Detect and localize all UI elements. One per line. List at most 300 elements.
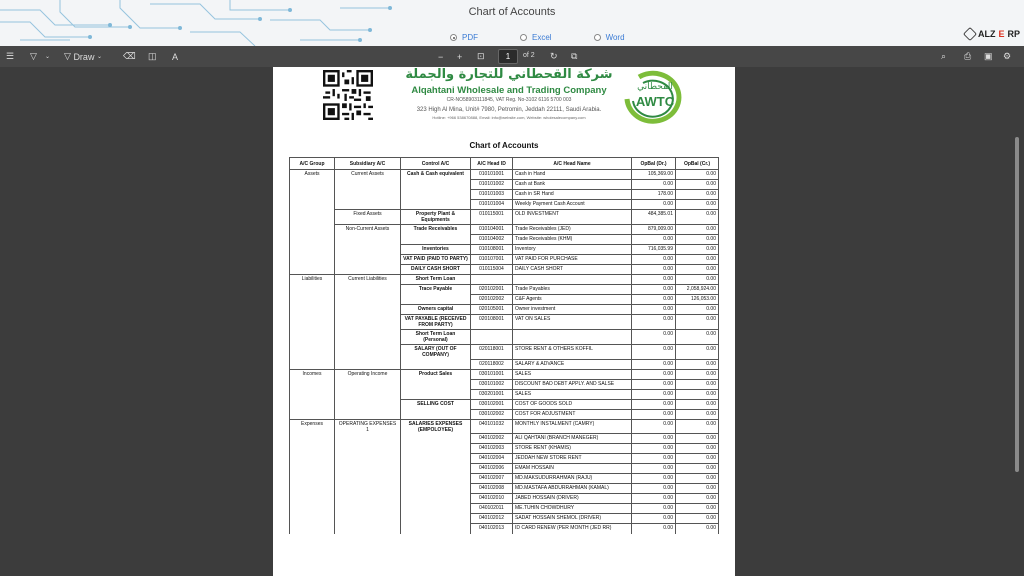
table-cell (401, 379, 471, 389)
table-row (290, 265, 719, 275)
table-cell: 040102006 (471, 464, 513, 474)
table-cell (290, 484, 335, 494)
table-cell (401, 389, 471, 399)
table-cell (401, 514, 471, 524)
table-cell: ME.TUHIN CHOWDHURY (513, 504, 632, 514)
table-cell: MONTHLY INSTALMENT (CAMRY) (513, 419, 632, 434)
table-cell: 010101001 (471, 170, 513, 180)
table-row (290, 474, 719, 484)
table-cell (401, 474, 471, 484)
table-cell (290, 444, 335, 454)
table-cell (335, 434, 401, 444)
table-cell: 0.00 (676, 345, 719, 360)
table-cell (290, 379, 335, 389)
table-row (290, 345, 719, 360)
print-icon[interactable]: ⎙ (964, 51, 972, 61)
table-cell: Owners capital (401, 305, 471, 315)
table-cell (335, 345, 401, 360)
table-row (290, 285, 719, 295)
table-cell: 0.00 (632, 514, 676, 524)
save-icon[interactable]: ▣ (984, 51, 993, 61)
table-cell: 0.00 (676, 180, 719, 190)
table-cell: 010101004 (471, 200, 513, 210)
table-cell: 0.00 (676, 444, 719, 454)
table-cell: Trade Receivables (401, 225, 471, 235)
table-row (290, 454, 719, 464)
table-cell: Trade Receivables (KHM) (513, 235, 632, 245)
table-cell: 010107001 (471, 255, 513, 265)
table-cell (335, 245, 401, 255)
table-cell: MD.MASTAFA ABDURRAHMAN (KAMAL) (513, 484, 632, 494)
table-cell (335, 200, 401, 210)
table-cell: 030201001 (471, 389, 513, 399)
table-cell: 0.00 (676, 514, 719, 524)
table-cell: DAILY CASH SHORT (513, 265, 632, 275)
table-cell (335, 379, 401, 389)
table-cell: 0.00 (676, 419, 719, 434)
radio-selected-icon[interactable] (450, 34, 457, 41)
format-word-option[interactable]: Word (594, 33, 625, 42)
table-cell: 0.00 (676, 369, 719, 379)
table-cell: C&F Agents (513, 295, 632, 305)
brand-logo: ALZ E RP (965, 29, 1020, 39)
table-cell (335, 454, 401, 464)
table-cell: Assets (290, 170, 335, 180)
table-cell (290, 255, 335, 265)
table-row (290, 200, 719, 210)
table-row (290, 514, 719, 524)
company-name: Alqahtani Wholesale and Trading Company (411, 85, 607, 96)
chevron-down-icon: ⌄ (96, 54, 102, 60)
table-cell (335, 464, 401, 474)
text-icon[interactable]: A (172, 51, 179, 62)
table-cell: DAILY CASH SHORT (401, 265, 471, 275)
table-cell: 716,035.99 (632, 245, 676, 255)
table-cell: JABED HOSSAIN (DRIVER) (513, 494, 632, 504)
table-row (290, 434, 719, 444)
table-cell (290, 345, 335, 360)
table-cell: 0.00 (676, 359, 719, 369)
table-cell (290, 200, 335, 210)
table-cell (335, 255, 401, 265)
table-cell: 879,009.00 (632, 225, 676, 235)
company-contact: Hotline: +966 538670888, Email: info@website.com, Website: wholesalecompany.com (432, 115, 586, 120)
column-header: A/C Head Name (513, 158, 632, 170)
table-cell (401, 235, 471, 245)
table-row (290, 379, 719, 389)
table-cell: Non-Current Assets (335, 225, 401, 235)
table-cell: SALES (513, 369, 632, 379)
table-row (290, 389, 719, 399)
table-cell (513, 275, 632, 285)
table-cell: OLD INVESTMENT (513, 210, 632, 225)
rotate-icon[interactable]: ↻ (550, 51, 558, 61)
table-cell (335, 285, 401, 295)
table-cell: 030101001 (471, 369, 513, 379)
table-cell: Current Assets (335, 170, 401, 180)
table-cell (401, 454, 471, 464)
table-cell: COST OF GOODS SOLD (513, 399, 632, 409)
table-cell: 0.00 (676, 265, 719, 275)
table-cell: 040102013 (471, 524, 513, 534)
table-cell (335, 180, 401, 190)
table-cell: 0.00 (676, 409, 719, 419)
table-cell: 010108001 (471, 245, 513, 255)
table-cell: Trace Payable (401, 285, 471, 295)
table-cell (290, 389, 335, 399)
table-cell: Cash at Bank (513, 180, 632, 190)
registration-line: CR-NO58903111845, VAT Reg. No-3102 6116 5700 003 (446, 97, 572, 103)
table-cell: 0.00 (632, 444, 676, 454)
export-format-group (450, 33, 625, 42)
table-cell: VAT PAID (PAID TO PARTY) (401, 255, 471, 265)
table-cell (290, 295, 335, 305)
format-excel-option[interactable]: Excel (520, 33, 552, 42)
column-header: A/C Head ID (471, 158, 513, 170)
table-cell: 040102008 (471, 484, 513, 494)
table-cell (290, 180, 335, 190)
table-cell: 0.00 (632, 180, 676, 190)
table-cell: 020118001 (471, 345, 513, 360)
page-layout-icon[interactable]: ⧉ (571, 51, 578, 61)
table-row (290, 444, 719, 454)
table-row (290, 210, 719, 225)
table-cell: 0.00 (676, 494, 719, 504)
table-cell (290, 315, 335, 330)
table-cell (401, 190, 471, 200)
table-cell: SALARY (OUT OF COMPANY) (401, 345, 471, 360)
zoom-out-icon[interactable]: − (438, 51, 444, 62)
table-cell: SALES (513, 389, 632, 399)
table-cell: Expenses (290, 419, 335, 434)
table-cell (401, 359, 471, 369)
table-cell: Property Plant & Equipments (401, 210, 471, 225)
table-cell: SELLING COST (401, 399, 471, 409)
pdf-toolbar (0, 46, 1024, 67)
table-cell (401, 180, 471, 190)
table-cell: 484,385.01 (632, 210, 676, 225)
table-cell: 0.00 (632, 409, 676, 419)
table-cell: MD.MAKSUDURRAHMAN (RAJU) (513, 474, 632, 484)
table-cell: 0.00 (632, 419, 676, 434)
radio-icon[interactable] (520, 34, 527, 41)
table-cell (290, 190, 335, 200)
table-cell (335, 359, 401, 369)
table-cell: 010115001 (471, 210, 513, 225)
fit-page-icon[interactable]: ⊡ (477, 51, 485, 61)
table-cell: Cash in Hand (513, 170, 632, 180)
table-cell (290, 494, 335, 504)
table-cell: 0.00 (676, 170, 719, 180)
table-cell: 0.00 (632, 265, 676, 275)
table-row (290, 419, 719, 434)
table-cell (335, 265, 401, 275)
radio-icon[interactable] (594, 34, 601, 41)
table-cell: Short Term Loan (Personal) (401, 330, 471, 345)
company-logo (619, 69, 685, 124)
table-row (290, 484, 719, 494)
table-row (290, 225, 719, 235)
table-cell (401, 464, 471, 474)
table-cell (401, 295, 471, 305)
table-cell: DISCOUNT BAD DEBT APPLY. AND SALSE (513, 379, 632, 389)
table-cell (335, 494, 401, 504)
zoom-in-icon[interactable]: + (457, 51, 463, 62)
table-cell: 126,053.00 (676, 295, 719, 305)
table-cell: Liabilities (290, 275, 335, 285)
table-cell: 0.00 (632, 275, 676, 285)
table-cell: 0.00 (676, 454, 719, 464)
format-pdf-option[interactable]: PDF (450, 33, 478, 42)
table-cell: JEDDAH NEW STORE RENT (513, 454, 632, 464)
table-cell: 040102004 (471, 454, 513, 464)
table-cell: Fixed Assets (335, 210, 401, 225)
table-cell (335, 514, 401, 524)
page-number-input[interactable]: 1 (498, 49, 518, 64)
table-cell (290, 524, 335, 534)
table-cell: 040102011 (471, 504, 513, 514)
table-cell (290, 245, 335, 255)
table-cell: 040102007 (471, 474, 513, 484)
table-cell: 0.00 (632, 305, 676, 315)
table-cell: 0.00 (632, 285, 676, 295)
table-row (290, 275, 719, 285)
table-cell (290, 434, 335, 444)
table-cell: STORE RENT (KHAMIS) (513, 444, 632, 454)
table-cell: 0.00 (632, 330, 676, 345)
table-cell (335, 235, 401, 245)
table-cell (290, 305, 335, 315)
table-cell: 0.00 (676, 190, 719, 200)
table-cell: SALARY & ADVANCE (513, 359, 632, 369)
table-cell: 040102003 (471, 444, 513, 454)
table-cell (471, 275, 513, 285)
table-cell: 2,058,924.00 (676, 285, 719, 295)
table-cell (401, 409, 471, 419)
table-cell: 040102002 (471, 434, 513, 444)
table-cell: 0.00 (632, 369, 676, 379)
table-cell: 0.00 (676, 305, 719, 315)
table-cell: 0.00 (632, 255, 676, 265)
highlight-icon[interactable]: ▽ (30, 51, 37, 61)
company-address: 323 High Al Mina, Unit# 7980, Petromin, Jeddah 22111, Saudi Arabia. (416, 107, 602, 113)
scrollbar[interactable] (1015, 137, 1019, 472)
draw-button[interactable]: ▽ Draw ⌄ (64, 51, 102, 62)
page-count: of 2 (523, 52, 535, 59)
table-cell: 030101002 (471, 379, 513, 389)
table-cell: 0.00 (632, 200, 676, 210)
table-row (290, 409, 719, 419)
table-cell: Current Liabilities (335, 275, 401, 285)
table-cell (290, 409, 335, 419)
table-cell (513, 330, 632, 345)
table-cell: 020105001 (471, 305, 513, 315)
table-cell: 0.00 (632, 454, 676, 464)
table-cell (290, 359, 335, 369)
table-row (290, 464, 719, 474)
brand-mark-icon (963, 27, 977, 41)
table-cell (335, 444, 401, 454)
table-row (290, 295, 719, 305)
table-cell: 0.00 (632, 379, 676, 389)
table-row (290, 359, 719, 369)
table-row (290, 369, 719, 379)
table-cell: EMAM HOSSAIN (513, 464, 632, 474)
table-header-row (290, 158, 719, 170)
table-cell: 040101032 (471, 419, 513, 434)
table-cell: Trade Payables (513, 285, 632, 295)
table-cell (335, 190, 401, 200)
table-body (290, 170, 719, 534)
table-row (290, 255, 719, 265)
table-cell (401, 434, 471, 444)
table-cell (335, 409, 401, 419)
table-cell (290, 235, 335, 245)
table-cell: Inventories (401, 245, 471, 255)
table-cell: 0.00 (676, 389, 719, 399)
chart-of-accounts-table (289, 157, 719, 534)
table-cell (335, 295, 401, 305)
table-cell: 0.00 (632, 235, 676, 245)
table-row (290, 245, 719, 255)
table-cell: 0.00 (676, 225, 719, 235)
table-cell: 0.00 (676, 474, 719, 484)
eraser-icon[interactable]: ⌫ (123, 51, 136, 61)
table-cell: 0.00 (676, 210, 719, 225)
table-cell: 0.00 (632, 315, 676, 330)
table-cell (335, 330, 401, 345)
table-cell (401, 200, 471, 210)
table-cell (290, 504, 335, 514)
table-cell: 105,369.00 (632, 170, 676, 180)
table-cell: 0.00 (676, 524, 719, 534)
table-cell: Product Sales (401, 369, 471, 379)
table-cell: Trade Receivables (JED) (513, 225, 632, 235)
table-cell: 0.00 (676, 200, 719, 210)
table-cell: 0.00 (676, 235, 719, 245)
table-cell: 0.00 (632, 504, 676, 514)
search-icon[interactable]: ⌕ (941, 51, 947, 61)
table-row (290, 305, 719, 315)
table-cell: ALI QAHTANI (BRANCH MANEGER) (513, 434, 632, 444)
settings-icon[interactable]: ⚙ (1003, 51, 1012, 61)
table-cell: 0.00 (632, 524, 676, 534)
table-cell: SALARIES EXPENSES (EMPOLOYEE) (401, 419, 471, 434)
table-cell (290, 285, 335, 295)
table-cell (290, 464, 335, 474)
table-cell: 0.00 (676, 434, 719, 444)
table-row (290, 235, 719, 245)
table-cell (290, 330, 335, 345)
table-cell: OPERATING EXPENSES 1 (335, 419, 401, 434)
table-cell: 020108001 (471, 315, 513, 330)
table-cell: 030102002 (471, 409, 513, 419)
table-cell: 0.00 (632, 474, 676, 484)
table-cell (401, 444, 471, 454)
table-cell: 020118002 (471, 359, 513, 369)
table-cell: 0.00 (632, 484, 676, 494)
table-cell: VAT PAID FOR PURCHASE (513, 255, 632, 265)
table-cell: 0.00 (676, 315, 719, 330)
page-view-icon[interactable]: ◫ (148, 51, 157, 61)
chevron-down-icon[interactable]: ⌄ (45, 54, 51, 60)
table-row (290, 170, 719, 180)
document-viewer[interactable] (0, 67, 1024, 576)
table-row (290, 524, 719, 534)
pen-icon: ▽ (64, 51, 71, 61)
table-cell: VAT ON SALES (513, 315, 632, 330)
table-row (290, 190, 719, 200)
table-cell: 0.00 (676, 379, 719, 389)
outline-icon[interactable]: ☰ (6, 51, 15, 61)
table-cell (335, 504, 401, 514)
table-cell (335, 484, 401, 494)
table-row (290, 399, 719, 409)
table-cell (290, 514, 335, 524)
table-cell: 0.00 (632, 494, 676, 504)
column-header: Subsidiary A/C (335, 158, 401, 170)
table-cell: Short Term Loan (401, 275, 471, 285)
table-cell: VAT PAYABLE (RECEIVED FROM PARTY) (401, 315, 471, 330)
qr-code (322, 70, 374, 120)
table-cell (401, 484, 471, 494)
table-cell (290, 474, 335, 484)
table-cell: 010101002 (471, 180, 513, 190)
table-cell (471, 330, 513, 345)
table-cell: Cash & Cash equivalent (401, 170, 471, 180)
table-cell: Weekly Payment Cash Account (513, 200, 632, 210)
table-cell: 178.00 (632, 190, 676, 200)
table-cell: Operating Income (335, 369, 401, 379)
table-row (290, 315, 719, 330)
table-cell: 0.00 (676, 504, 719, 514)
table-row (290, 504, 719, 514)
document-title: Chart of Accounts (469, 141, 539, 150)
table-cell: 0.00 (676, 255, 719, 265)
table-cell: 0.00 (632, 434, 676, 444)
column-header: A/C Group (290, 158, 335, 170)
table-cell: 0.00 (676, 464, 719, 474)
table-cell (401, 494, 471, 504)
table-cell (335, 474, 401, 484)
column-header: OpBal (Cr.) (676, 158, 719, 170)
table-cell: 010104002 (471, 235, 513, 245)
company-name-arabic: شركة القحطاني للتجارة والجملة (405, 67, 613, 82)
report-title: Chart of Accounts (468, 6, 556, 18)
table-cell: ID CARD RENEW (PER MONTH (JED RR) (513, 524, 632, 534)
table-cell: 020102002 (471, 295, 513, 305)
table-cell: 0.00 (632, 295, 676, 305)
table-cell: 0.00 (676, 330, 719, 345)
document-page (273, 67, 735, 576)
table-cell (290, 399, 335, 409)
table-cell: STORE RENT & OTHERS KOFFIL (513, 345, 632, 360)
svg-text:القحطاني: القحطاني (637, 82, 673, 92)
table-row (290, 180, 719, 190)
table-cell (290, 210, 335, 225)
report-header (0, 0, 1024, 46)
table-cell: 0.00 (632, 399, 676, 409)
table-cell: 030102001 (471, 399, 513, 409)
table-cell: 040102010 (471, 494, 513, 504)
table-cell: 0.00 (632, 464, 676, 474)
table-cell: SADAT HOSSAIN SHEMOL (DRIVER) (513, 514, 632, 524)
table-cell (290, 454, 335, 464)
column-header: Control A/C (401, 158, 471, 170)
table-cell: Inventory (513, 245, 632, 255)
table-cell (335, 524, 401, 534)
table-row (290, 330, 719, 345)
